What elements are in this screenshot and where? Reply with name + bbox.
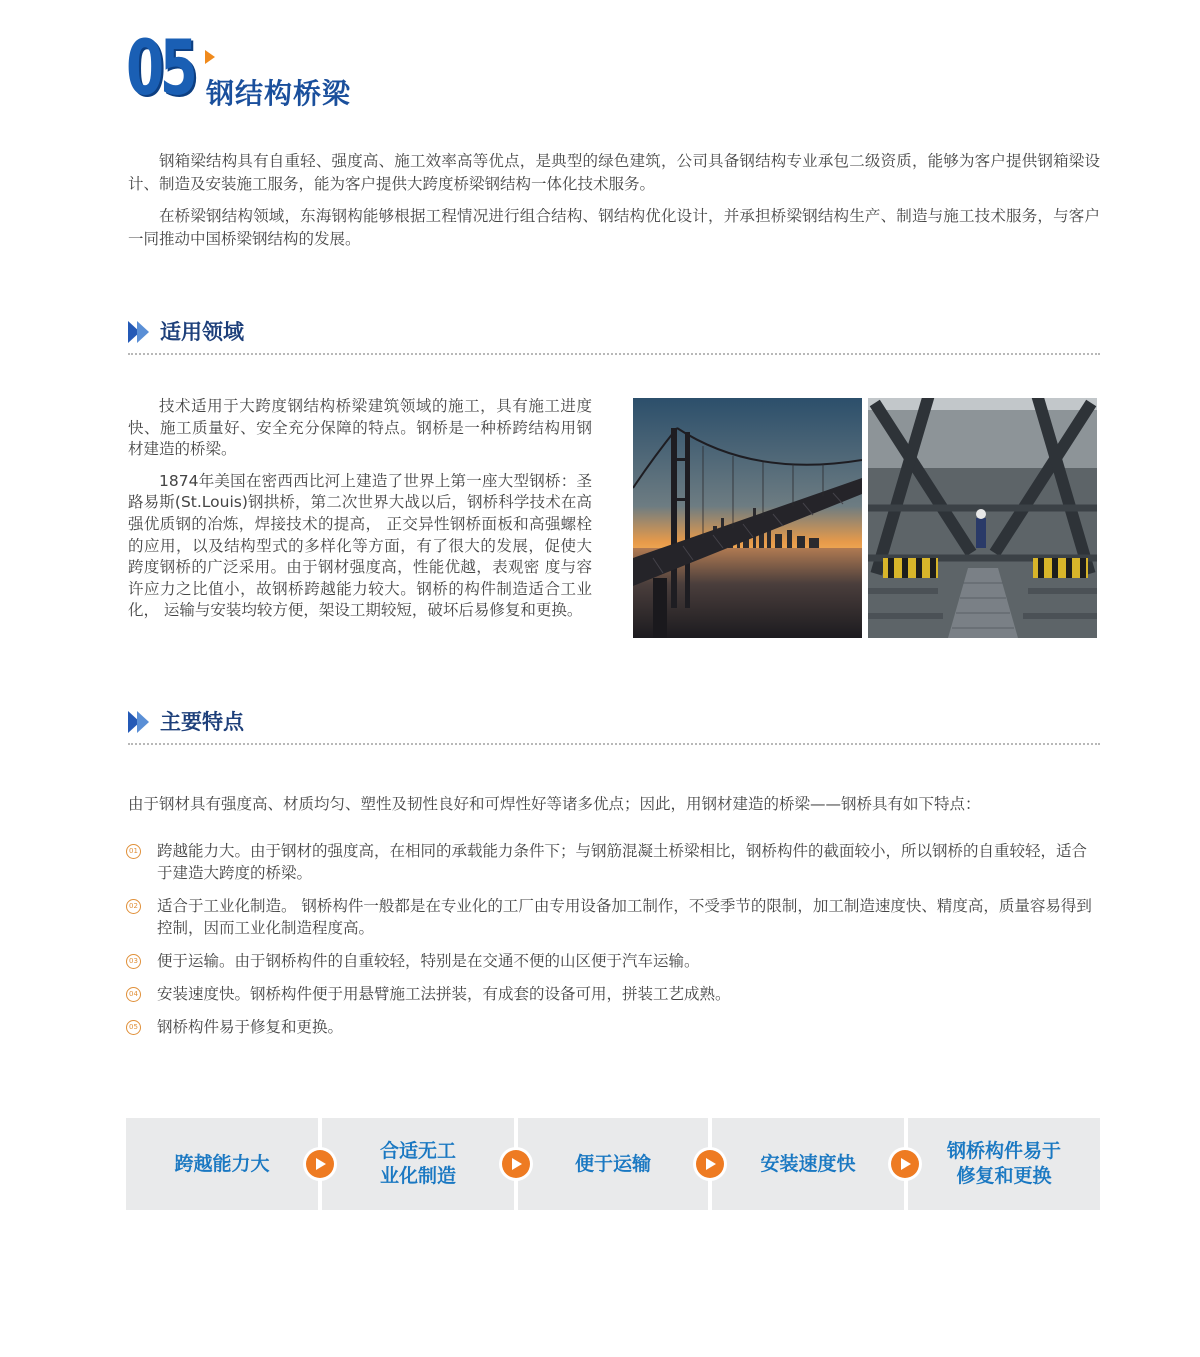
feature-text: 钢桥构件易于修复和更换。 [157,1018,344,1036]
number-badge: 01 [126,844,141,859]
list-item [126,895,1098,939]
bridge-photo [633,398,862,638]
page-header [126,23,726,112]
play-arrow-icon [888,1147,922,1181]
intro-text [128,150,1100,260]
number-badge: 04 [126,987,141,1002]
section-heading-features [128,700,1100,746]
feature-list [126,840,1098,1049]
flow-step-label: 便于运输 [574,1152,651,1175]
double-chevron-icon [128,711,152,733]
dotted-divider [128,353,1100,355]
feature-text: 适合于工业化制造。 钢桥构件一般都是在专业化的工厂由专用设备加工制作，不受季节的限制，加工制造速度快、精度高，质量容易得到控制，因而工业化制造程度高。 [157,897,1092,937]
scope-text [128,396,592,632]
section-title: 主要特点 [160,710,244,734]
flow-step [712,1118,904,1210]
number-badge: 05 [126,1020,141,1035]
feature-text: 便于运输。由于钢桥构件的自重较轻，特别是在交通不便的山区便于汽车运输。 [157,952,700,970]
scope-paragraph: 技术适用于大跨度钢结构桥梁建筑领域的施工，具有施工进度快、施工质量好、安全充分保障的特点。钢桥是一种桥跨结构用钢材建造的桥梁。 [128,397,592,459]
list-item [126,950,1098,972]
feature-text: 安装速度快。钢桥构件便于用悬臂施工法拼装，有成套的设备可用，拼装工艺成熟。 [157,985,731,1003]
flow-step-label: 合适无工 [379,1140,456,1162]
play-arrow-icon [693,1147,727,1181]
flow-step [126,1118,318,1210]
page-title: 钢结构桥梁 [206,77,352,110]
feature-flow [126,1118,1100,1210]
list-item [126,983,1098,1005]
section-heading-scope [128,310,1100,356]
flow-step [908,1118,1100,1210]
number-badge: 03 [126,954,141,969]
flow-step-label: 修复和更换 [956,1165,1052,1187]
flow-step-label: 钢桥构件易于 [946,1140,1061,1162]
list-item [126,840,1098,884]
play-arrow-icon [303,1147,337,1181]
intro-paragraph: 钢箱梁结构具有自重轻、强度高、施工效率高等优点，是典型的绿色建筑，公司具备钢结构专业承包二级资质，能够为客户提供钢箱梁设计、制造及安装施工服务，能为客户提供大跨度桥梁钢结构一体化技术服务。 [128,152,1100,193]
feature-text: 跨越能力大。由于钢材的强度高，在相同的承载能力条件下；与钢筋混凝土桥梁相比，钢桥构件的截面较小，所以钢桥的自重较轻，适合于建造大跨度的桥梁。 [157,842,1088,882]
features-intro: 由于钢材具有强度高、材质均匀、塑性及韧性良好和可焊性好等诸多优点；因此，用钢材建造的桥梁——钢桥具有如下特点： [128,795,981,813]
flow-step-label: 跨越能力大 [174,1152,270,1175]
section-number: 05 [126,23,194,112]
flow-step [322,1118,514,1210]
list-item [126,1016,1098,1038]
flow-step-label: 安装速度快 [760,1152,856,1175]
double-chevron-icon [128,321,152,343]
section-title: 适用领域 [160,320,244,344]
intro-paragraph: 在桥梁钢结构领域，东海钢构能够根据工程情况进行组合结构、钢结构优化设计，并承担桥梁钢结构生产、制造与施工技术服务，与客户一同推动中国桥梁钢结构的发展。 [128,207,1100,248]
arrow-right-icon [205,50,215,64]
dotted-divider [128,743,1100,745]
play-arrow-icon [499,1147,533,1181]
flow-step-label: 业化制造 [379,1165,456,1187]
steel-truss-photo [868,398,1097,638]
scope-paragraph: 1874年美国在密西西比河上建造了世界上第一座大型钢桥：圣路易斯(St.Louis)钢拱桥，第二次世界大战以后，钢桥科学技术在高强优质钢的冶炼，焊接技术的提高， 正交异性钢桥面板和高强螺栓的应用，以及结构型式的多样化等方面，有了很大的发展，促使大跨度钢桥的广泛采用。由于钢材强度高，性能优越，表观密 度与容许应力之比值小，故钢桥跨越能力较大。钢桥的构件制造适合工业化， 运输与安装均较方便，架设工期较短，破坏后易修复和更换。 [128,471,592,620]
flow-step [518,1118,708,1210]
number-badge: 02 [126,899,141,914]
